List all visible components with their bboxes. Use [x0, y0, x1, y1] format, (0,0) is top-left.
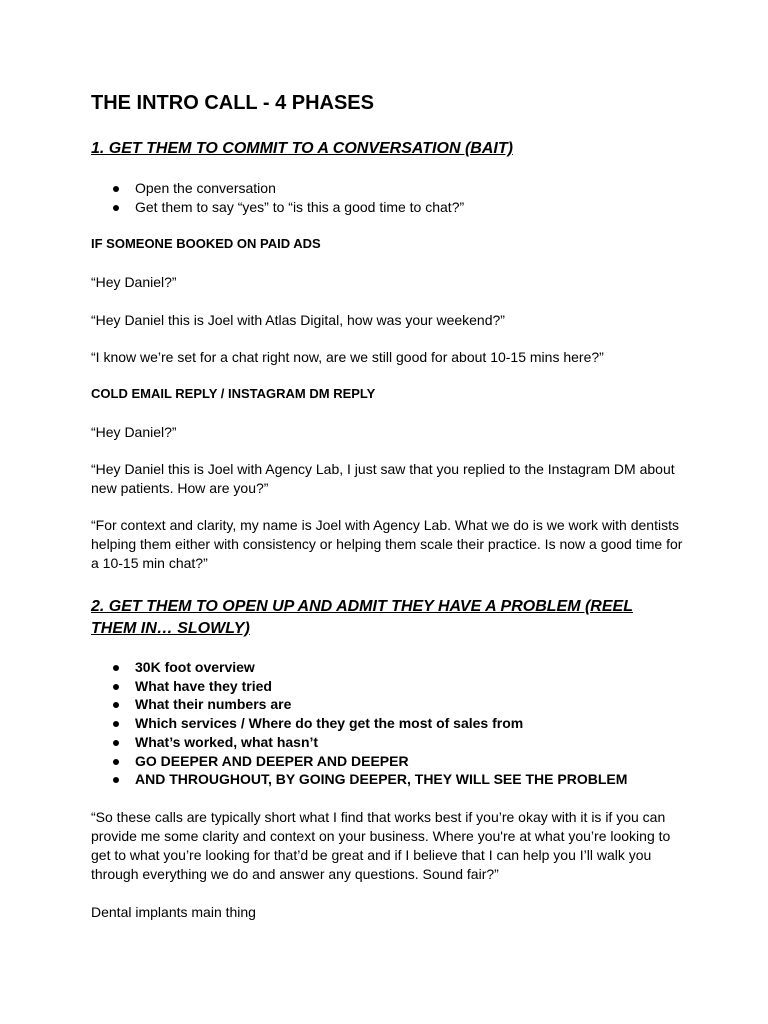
cold-email-line-1: “Hey Daniel?” [91, 424, 177, 440]
phase-2-bullet-list [91, 658, 627, 789]
bullet-icon [113, 665, 119, 671]
list-item [91, 714, 627, 733]
phase-1-heading: 1. GET THEM TO COMMIT TO A CONVERSATION (BAIT) [91, 140, 513, 157]
cold-email-line-2: “Hey Daniel this is Joel with Agency Lab, I just saw that you replied to the Instagram DM about new patients. How are you?” [91, 461, 675, 496]
bullet-icon [113, 721, 119, 727]
list-item [91, 770, 627, 789]
list-item [91, 198, 464, 217]
bullet-icon [113, 702, 119, 708]
list-item [91, 733, 627, 752]
list-item-text: GO DEEPER AND DEEPER AND DEEPER [135, 752, 409, 769]
list-item-text: AND THROUGHOUT, BY GOING DEEPER, THEY WILL SEE THE PROBLEM [135, 771, 628, 788]
list-item-text: What their numbers are [135, 696, 292, 713]
list-item [91, 179, 464, 198]
list-item-text: Get them to say “yes” to “is this a good time to chat?” [135, 198, 465, 215]
list-item [91, 658, 627, 677]
bullet-icon [113, 684, 119, 690]
list-item [91, 752, 627, 771]
bullet-icon [113, 759, 119, 765]
paid-ads-line-3: “I know we’re set for a chat right now, are we still good for about 10-15 mins here?” [91, 349, 604, 365]
list-item-text: Which services / Where do they get the most of sales from [135, 715, 524, 732]
page-title: THE INTRO CALL - 4 PHASES [91, 92, 374, 114]
phase-2-note: Dental implants main thing [91, 904, 256, 920]
phase-1-bullet-list [91, 179, 464, 216]
list-item-text: What’s worked, what hasn’t [135, 733, 319, 750]
bullet-icon [113, 777, 119, 783]
list-item-text: Open the conversation [135, 180, 276, 196]
paid-ads-heading: IF SOMEONE BOOKED ON PAID ADS [91, 236, 321, 251]
phase-2-heading: 2. GET THEM TO OPEN UP AND ADMIT THEY HAVE A PROBLEM (REEL THEM IN… SLOWLY) [91, 598, 633, 637]
bullet-icon [113, 186, 119, 192]
phase-2-script: “So these calls are typically short what I find that works best if you’re okay with it is if you can provide me some clarity and context on your business. Where you're at what you’re looking to get to what you’re looking for that’d be great and if I believe that I can help you I’ll walk you through everything we do and answer any questions. Sound fair?” [91, 809, 671, 882]
list-item [91, 695, 627, 714]
paid-ads-line-1: “Hey Daniel?” [91, 274, 177, 290]
bullet-icon [113, 205, 119, 211]
list-item-text: 30K foot overview [135, 659, 255, 675]
cold-email-line-3: “For context and clarity, my name is Joel with Agency Lab. What we do is we work with dentists helping them either with consistency or helping them scale their practice. Is now a good time for a 10-15 min chat?” [91, 517, 683, 571]
list-item [91, 677, 627, 696]
list-item-text: What have they tried [135, 677, 272, 694]
paid-ads-line-2: “Hey Daniel this is Joel with Atlas Digital, how was your weekend?” [91, 312, 505, 328]
cold-email-heading: COLD EMAIL REPLY / INSTAGRAM DM REPLY [91, 386, 376, 401]
bullet-icon [113, 740, 119, 746]
